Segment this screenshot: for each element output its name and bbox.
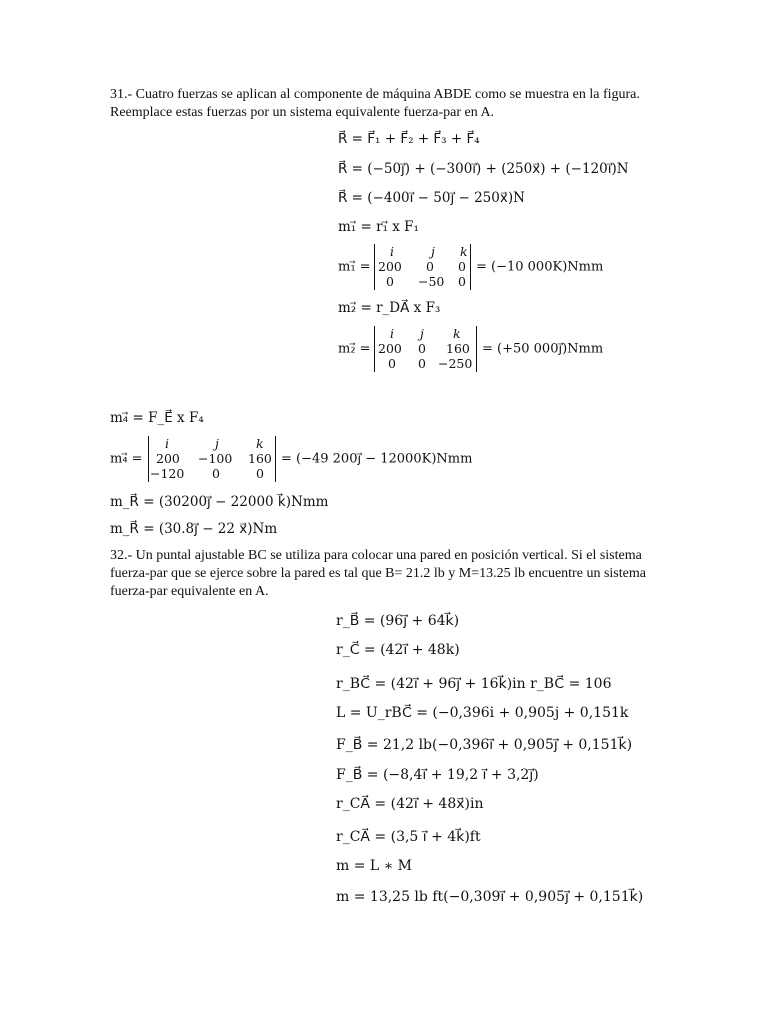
m4-determinant	[110, 436, 480, 482]
matrix-cell: −50	[418, 274, 445, 289]
matrix-right-bar	[275, 436, 276, 482]
matrix-cell: 200	[156, 451, 180, 466]
matrix-cell: 0	[426, 259, 434, 274]
matrix-cell: 0	[458, 274, 466, 289]
equation-FB-magnitude: F_B⃗ = 21,2 lb(−0,396i⃗ + 0,905j⃗ + 0,151k⃗)	[336, 737, 633, 753]
matrix-cell: 0	[256, 466, 264, 481]
matrix-header-j: j	[215, 436, 219, 451]
m4-result: = (−49 200j⃗ − 12000K)Nmm	[281, 451, 473, 467]
m2-matrix-label: m₂⃗ =	[338, 341, 371, 357]
matrix-header-j: j	[420, 326, 424, 341]
matrix-left-bar	[374, 244, 375, 290]
m4-matrix-label: m₄⃗ =	[110, 451, 143, 467]
equation-resultant-total: R⃗ = (−400i⃗ − 50j⃗ − 250x⃗)N	[338, 190, 525, 206]
m1-matrix-label: m₁⃗ =	[338, 259, 371, 275]
matrix-header-i: i	[165, 436, 169, 451]
matrix-cell: 0	[212, 466, 220, 481]
matrix-cell: 0	[418, 341, 426, 356]
m1-determinant	[338, 244, 658, 290]
equation-rCA-ft: r_CA⃗ = (3,5 i⃗ + 4k⃗)ft	[336, 829, 481, 845]
m2-determinant	[338, 326, 668, 372]
matrix-header-k: k	[453, 326, 461, 341]
matrix-cell: 160	[248, 451, 272, 466]
matrix-right-bar	[476, 326, 477, 372]
matrix-right-bar	[470, 244, 471, 290]
matrix-cell: 0	[418, 356, 426, 371]
equation-mR-nm: m_R⃗ = (30.8j⃗ − 22 x⃗)Nm	[110, 521, 278, 537]
equation-resultant-components: R⃗ = (−50j⃗) + (−300i⃗) + (250x⃗) + (−120i⃗)N	[338, 161, 629, 177]
equation-mR-nmm: m_R⃗ = (30200j⃗ − 22000 k⃗)Nmm	[110, 494, 329, 510]
m2-result: = (+50 000j⃗)Nmm	[482, 341, 604, 357]
equation-m4-definition: m₄⃗ = F_E⃗ x F₄	[110, 410, 204, 426]
equation-m1-definition: m₁⃗ = r₁⃗ x F₁	[338, 219, 419, 235]
equation-m2-definition: m₂⃗ = r_DA⃗ x F₃	[338, 300, 441, 316]
matrix-cell: 0	[386, 274, 394, 289]
matrix-cell: 0	[458, 259, 466, 274]
equation-unit-vector-L: L = U_rBC⃗ = (−0,396i + 0,905j + 0,151k	[336, 705, 629, 721]
matrix-cell: 200	[378, 259, 402, 274]
matrix-header-k: k	[460, 244, 468, 259]
equation-FB-components: F_B⃗ = (−8,4i⃗ + 19,2 i⃗ + 3,2j⃗)	[336, 767, 539, 783]
equation-moment-result: m = 13,25 lb ft(−0,309i⃗ + 0,905j⃗ + 0,151k⃗)	[336, 889, 644, 905]
equation-rC: r_C⃗ = (42i⃗ + 48k)	[336, 642, 460, 658]
matrix-cell: 200	[378, 341, 402, 356]
equation-rCA-in: r_CA⃗ = (42i⃗ + 48x⃗)in	[336, 796, 484, 812]
matrix-cell: −100	[198, 451, 233, 466]
matrix-cell: −120	[150, 466, 185, 481]
equation-moment-definition: m = L ∗ M	[336, 858, 412, 874]
matrix-header-k: k	[256, 436, 264, 451]
equation-rBC: r_BC⃗ = (42i⃗ + 96j⃗ + 16k⃗)in r_BC⃗ = 106	[336, 676, 612, 692]
m1-result: = (−10 000K)Nmm	[476, 259, 604, 275]
matrix-cell: −250	[438, 356, 473, 371]
problem-32-statement: 32.- Un puntal ajustable BC se utiliza para colocar una pared en posición vertical. Si el sistema fuerza-par que se ejerce sobre la pared es tal que B= 21.2 lb y M=13.25 lb encuentre un sistema fuerza-par equivalente en A.	[110, 548, 646, 599]
matrix-cell: 160	[446, 341, 470, 356]
matrix-header-j: j	[431, 244, 435, 259]
matrix-left-bar	[374, 326, 375, 372]
matrix-header-i: i	[390, 326, 394, 341]
equation-resultant-sum: R⃗ = F⃗₁ + F⃗₂ + F⃗₃ + F⃗₄	[338, 131, 480, 147]
equation-rB: r_B⃗ = (96j⃗ + 64k⃗)	[336, 613, 460, 629]
matrix-cell: 0	[388, 356, 396, 371]
problem-31-statement: 31.- Cuatro fuerzas se aplican al componente de máquina ABDE como se muestra en la figura. Reemplace estas fuerzas por un sistema equivalente fuerza-par en A.	[110, 87, 640, 120]
matrix-header-i: i	[390, 244, 394, 259]
